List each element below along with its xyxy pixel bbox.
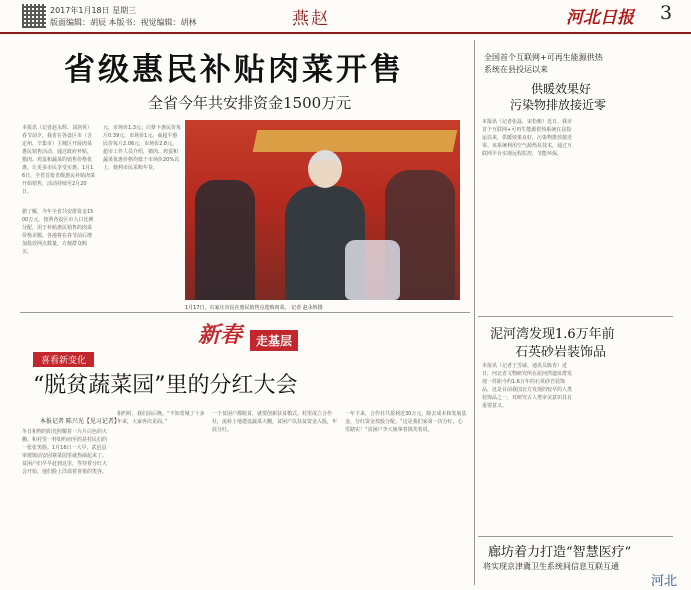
divider [20,312,470,313]
photo-background-person [195,180,255,300]
nihewan-title-2: 石英砂岩装饰品 [515,345,607,360]
masthead [0,0,691,34]
feature-byline: 本报记者 陈兴光【见习记者】 [40,418,120,425]
banner-xinchun: 新春 [198,322,243,348]
right-story-title: 供暖效果好 [531,82,592,96]
feature-column-1: 冬日和煦的阳光照耀着一片片白色的大棚。和村里一样如约而至的是村民们的一张张笑脸。1月16日一大早，武邑县审坡镇前安固寨菜园里就热闹起来了。贫困户们早早赶到这里，等待着分红大会开始，他们脸上洋溢着喜悦的笑容。 [22,429,108,475]
langfang-subtitle: 将实现京津冀卫生系统间信息互联互通 [483,562,619,571]
date-line: 2017年1月18日 星期三 [50,6,137,15]
photo-shopping-bag [345,240,400,300]
right-story-kicker-2: 系统在县投运以来 [484,65,548,74]
feature-banner [198,318,328,360]
section-title: 燕赵 [292,9,330,29]
feature-column-2: 相约时，我们前后晚。“不知省城了十多年来，大家再次见面。” [117,411,205,425]
watermark: 河北 [651,574,678,589]
right-story-body: 本报讯（记者张磊、宋松彬）近日，我市首个互联网+可再生能源供热系统在县投运以来，供暖效果良好，污染物排放接近零。该系统利用空气源热泵技术，通过互联网平台实现远程监控，节能环保。 [482,119,573,157]
main-story-column-1: 本报讯（记者赵永辉、刘剑英）春节前夕，我省在各设区市（含定州、辛集市）主城区开展肉菜惠民销售活动，通过政府补贴，猪肉、鸡蛋和蔬菜的销售价格优惠，让更多市民享受实惠。1月16日，全省首批省级惠民补贴肉菜开始销售，活动持续至2月20日。 [22,125,96,195]
main-story-column-3: 据了解，今年全省共安排资金1500万元，按照各设区市人口比例分配，用于补贴惠民销售的肉菜价格差额。各地将在春节前后增加投放网点数量，方便群众购买。 [22,209,94,255]
banner-zoujiceng: 走基层 [250,330,298,351]
main-photo [185,120,460,300]
main-story-column-2: 元，市场价1.3元；白萝卜惠民价每斤0.39元，市场价1元。商超平惠民价每斤2.06元，市场价2.8元。超市工作人员介绍，猪肉、鸡蛋和蔬菜优惠价格均低于市场价20%以上，便利市民采购年货。 [103,125,181,171]
main-subhead: 全省今年共安排资金1500万元 [148,94,352,112]
newspaper-logo: 河北日报 [566,8,634,28]
divider [478,316,673,317]
nihewan-title: 泥河湾发现1.6万年前 [490,327,615,342]
qr-code-icon [22,4,46,28]
feature-headline: “脱贫蔬菜园”里的分红大会 [33,373,298,398]
feature-tag: 喜看新变化 [33,352,94,367]
photo-caption: 1月17日，石家庄市民在惠民销售点选购肉菜。 记者 赵永辉摄 [185,305,323,311]
divider [474,40,475,585]
photo-sign [253,130,458,152]
right-story-kicker: 全国首个互联网+可再生能源供热 [484,53,603,62]
feature-column-4: 一年下来，合作社共盈利近30万元，除去成本和发展基金，分红资金按股分配。“这是我们家第一次分红，心里踏实！”贫困户李大娘拿着钱笑着说。 [345,411,467,433]
divider [478,536,673,537]
page-number: 3 [660,2,673,24]
feature-column-3: 一个贫困户都脱贫，就要创新扶贫模式。村里成立合作社，流转土地建设蔬菜大棚，贫困户以扶贫资金入股，年底分红。 [212,411,337,433]
main-headline: 省级惠民补贴肉菜开售 [64,52,404,88]
right-story-body-2 [580,118,672,310]
editor-line: 版面编辑：胡辰 本版书：视觉编辑：胡林 [50,18,197,27]
langfang-title: 廊坊着力打造“智慧医疗” [488,545,632,560]
nihewan-body: 本报讯（记者王雪威、通讯员陈青）近日，河北省文物研究所在泥河湾遗址群发现一件距今约1.6万年的石英砂岩装饰品，这是目前我国北方发现的较早的人类装饰品之一，对研究古人类审美意识具有重要意义。 [482,363,573,409]
nihewan-body-2 [580,362,672,532]
right-story-title-2: 污染物排放接近零 [510,98,607,112]
